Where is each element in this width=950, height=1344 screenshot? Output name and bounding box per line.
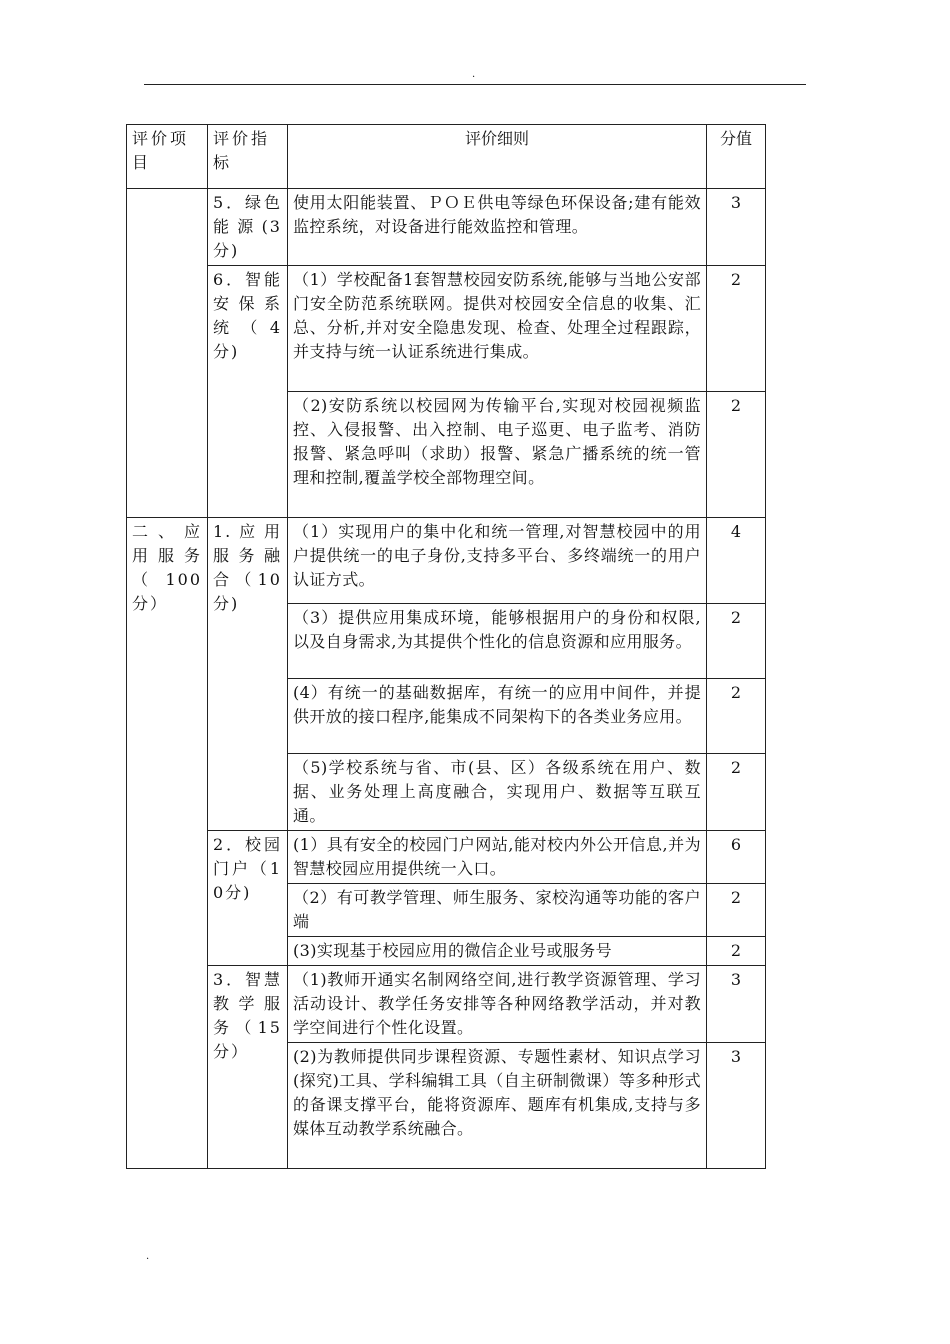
evaluation-table (126, 124, 766, 1169)
detail-cell: 使用太阳能装置、ＰＯＥ供电等绿色环保设备;建有能效监控系统，对设备进行能效监控和管理。 (288, 189, 707, 266)
header-rule (144, 84, 806, 85)
item-cell-empty (127, 189, 208, 518)
score-cell: 6 (707, 831, 766, 884)
table-row (127, 518, 766, 604)
indicator-cell: 3．智慧教学服务（15分） (208, 966, 288, 1169)
score-cell: 3 (707, 189, 766, 266)
detail-cell: （1）学校配备1套智慧校园安防系统,能够与当地公安部门安全防范系统联网。提供对校园安全信息的收集、汇总、分析,并对安全隐患发现、检查、处理全过程跟踪，并支持与统一认证系统进行集成。 (288, 266, 707, 392)
table-row (127, 966, 766, 1043)
detail-cell: （2)安防系统以校园网为传输平台,实现对校园视频监控、入侵报警、出入控制、电子巡更、电子监考、消防报警、紧急呼叫（求助）报警、紧急广播系统的统一管理和控制,覆盖学校全部物理空间。 (288, 392, 707, 518)
table-row (127, 266, 766, 392)
score-cell: 3 (707, 966, 766, 1043)
detail-cell: （2）有可教学管理、师生服务、家校沟通等功能的客户端 (288, 884, 707, 937)
detail-cell: （1)教师开通实名制网络空间,进行教学资源管理、学习活动设计、教学任务安排等各种网络教学活动，并对教学空间进行个性化设置。 (288, 966, 707, 1043)
detail-cell: （5)学校系统与省、市(县、区）各级系统在用户、数据、业务处理上高度融合，实现用户、数据等互联互通。 (288, 754, 707, 831)
header-score: 分值 (707, 125, 766, 189)
footer-dot: . (146, 1251, 150, 1262)
score-cell: 2 (707, 392, 766, 518)
detail-cell: (4）有统一的基础数据库，有统一的应用中间件，并提供开放的接口程序,能集成不同架构下的各类业务应用。 (288, 679, 707, 754)
detail-cell: (3)实现基于校园应用的微信企业号或服务号 (288, 937, 707, 966)
score-cell: 2 (707, 679, 766, 754)
header-indicator: 评价指标 (208, 125, 288, 189)
table-header-row (127, 125, 766, 189)
detail-cell: （3）提供应用集成环境，能够根据用户的身份和权限,以及自身需求,为其提供个性化的信息资源和应用服务。 (288, 604, 707, 679)
header-dot: . (472, 69, 476, 80)
header-item: 评价项目 (127, 125, 208, 189)
detail-cell: (1）具有安全的校园门户网站,能对校内外公开信息,并为智慧校园应用提供统一入口。 (288, 831, 707, 884)
score-cell: 2 (707, 937, 766, 966)
item-cell: 二、应用服务（100分） (127, 518, 208, 1169)
indicator-cell: 5．绿色能源(3分) (208, 189, 288, 266)
score-cell: 4 (707, 518, 766, 604)
indicator-cell: 6．智能安保系统（4分) (208, 266, 288, 518)
score-cell: 2 (707, 884, 766, 937)
score-cell: 2 (707, 754, 766, 831)
header-detail: 评价细则 (288, 125, 707, 189)
detail-cell: （1）实现用户的集中化和统一管理,对智慧校园中的用户提供统一的电子身份,支持多平台、多终端统一的用户认证方式。 (288, 518, 707, 604)
table-row (127, 831, 766, 884)
score-cell: 2 (707, 604, 766, 679)
score-cell: 2 (707, 266, 766, 392)
score-cell: 3 (707, 1043, 766, 1169)
detail-cell: (2)为教师提供同步课程资源、专题性素材、知识点学习(探究)工具、学科编辑工具（自主研制微课）等多种形式的备课支撑平台，能将资源库、题库有机集成,支持与多媒体互动教学系统融合。 (288, 1043, 707, 1169)
indicator-cell: 1.应用服务融合（10分) (208, 518, 288, 831)
indicator-cell: 2．校园门户（10分) (208, 831, 288, 966)
table-row (127, 189, 766, 266)
